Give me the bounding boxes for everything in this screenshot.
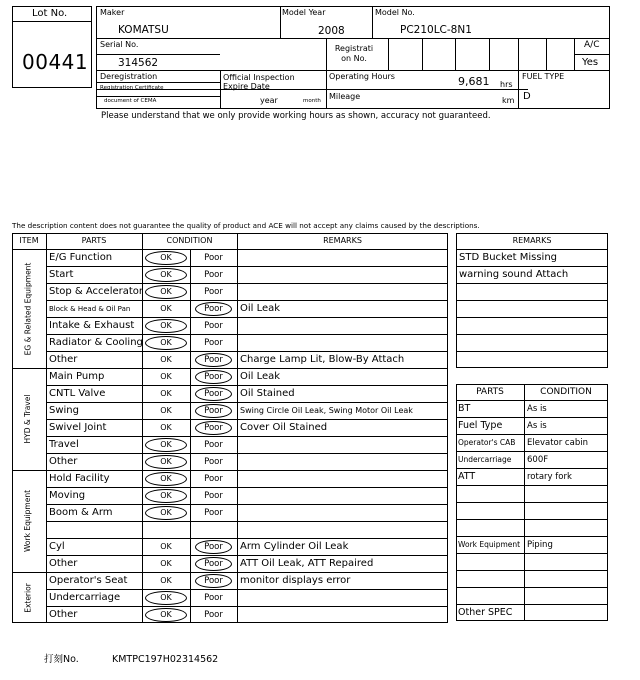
part-label: Cyl <box>49 541 65 552</box>
side-part-label: Operator's CAB <box>458 438 516 447</box>
header-parts: PARTS <box>81 236 107 245</box>
condition-ok: OK <box>160 440 172 449</box>
side-condition-header: CONDITION <box>540 387 592 397</box>
remark-text: Arm Cylinder Oil Leak <box>240 541 349 552</box>
remark-text: monitor displays error <box>240 575 351 586</box>
part-label: Intake & Exhaust <box>49 320 135 331</box>
condition-ok: OK <box>160 389 172 398</box>
ac-value: Yes <box>582 57 599 68</box>
document-cema-label: document of CEMA <box>104 98 157 104</box>
part-label: Other <box>49 609 78 620</box>
condition-poor: Poor <box>204 406 223 416</box>
part-label: Boom & Arm <box>49 507 113 518</box>
month-label: month <box>303 98 321 104</box>
condition-poor: Poor <box>204 253 223 263</box>
fuel-type-label: FUEL TYPE <box>522 72 565 81</box>
operating-hours-label: Operating Hours <box>329 72 395 81</box>
condition-ok: OK <box>160 304 172 313</box>
operating-hours-value: 9,681 <box>458 75 490 88</box>
remark-text: Oil Leak <box>240 303 281 314</box>
notice-hours: Please understand that we only provide working hours as shown, accuracy not guaranteed. <box>101 111 491 121</box>
side-part-label: Work Equipment <box>458 540 521 549</box>
hrs-unit: hrs <box>500 80 513 89</box>
condition-ok: OK <box>160 457 172 466</box>
condition-ok: OK <box>160 253 172 262</box>
part-label: Other <box>49 354 78 365</box>
condition-poor: Poor <box>204 559 223 569</box>
condition-ok: OK <box>160 423 172 432</box>
side-condition-value: 600F <box>527 455 549 465</box>
remark-text: Oil Stained <box>240 388 295 399</box>
condition-ok: OK <box>160 593 172 602</box>
lot-number: 00441 <box>22 50 89 74</box>
part-label: Radiator & Cooling <box>49 337 143 348</box>
maker-label: Maker <box>100 8 125 17</box>
condition-poor: Poor <box>204 474 223 484</box>
condition-poor: Poor <box>204 457 223 467</box>
condition-ok: OK <box>160 576 172 585</box>
remark-text: Swing Circle Oil Leak, Swing Motor Oil Leak <box>240 406 413 415</box>
side-part-label: ATT <box>458 471 476 482</box>
registration-label: Registrati on No. <box>334 44 374 63</box>
lot-label: Lot No. <box>32 8 68 19</box>
part-label: Swivel Joint <box>49 422 107 433</box>
side-part-label: BT <box>458 403 471 414</box>
part-label: Other <box>49 558 78 569</box>
header-condition: CONDITION <box>166 236 213 245</box>
remark-text: Cover Oil Stained <box>240 422 328 433</box>
model-no-value: PC210LC-8N1 <box>400 24 472 36</box>
inspection-label: Official Inspection Expire Date <box>223 73 295 91</box>
header-remarks: REMARKS <box>323 236 362 245</box>
condition-poor: Poor <box>204 321 223 331</box>
side-part-label: Other SPEC <box>458 607 513 618</box>
condition-ok: OK <box>160 270 172 279</box>
model-year-value: 2008 <box>318 25 345 37</box>
km-unit: km <box>502 96 515 105</box>
side-parts-header: PARTS <box>476 387 504 397</box>
part-label: Undercarriage <box>49 592 121 603</box>
footer-value: KMTPC197H02314562 <box>112 654 219 665</box>
condition-poor: Poor <box>204 423 223 433</box>
condition-poor: Poor <box>204 287 223 297</box>
mileage-label: Mileage <box>329 92 361 101</box>
remark-text: ATT Oil Leak, ATT Repaired <box>240 558 374 569</box>
ac-label: A/C <box>584 40 600 50</box>
part-label: Other <box>49 456 78 467</box>
condition-poor: Poor <box>204 491 223 501</box>
condition-ok: OK <box>160 559 172 568</box>
serial-label: Serial No. <box>100 40 139 49</box>
condition-ok: OK <box>160 474 172 483</box>
deregistration-label: Deregistration <box>100 72 158 81</box>
part-label: E/G Function <box>49 252 113 263</box>
group-label: EG & Related Equipment <box>23 262 32 355</box>
condition-poor: Poor <box>204 542 223 552</box>
condition-ok: OK <box>160 355 172 364</box>
condition-ok: OK <box>160 491 172 500</box>
footer-label: 打刻No. <box>44 654 79 665</box>
group-label: Exterior <box>23 582 32 613</box>
condition-poor: Poor <box>204 338 223 348</box>
remark-text: Oil Leak <box>240 371 281 382</box>
side-remark-item: warning sound Attach <box>459 269 569 280</box>
condition-poor: Poor <box>204 440 223 450</box>
part-label: Hold Facility <box>49 473 110 484</box>
header-item: ITEM <box>19 236 39 245</box>
condition-ok: OK <box>160 610 172 619</box>
condition-poor: Poor <box>204 593 223 603</box>
condition-poor: Poor <box>204 372 223 382</box>
side-part-label: Undercarriage <box>458 455 512 464</box>
condition-ok: OK <box>160 508 172 517</box>
notice-description: The description content does not guarantee the quality of product and ACE will not accept any claims caused by the descriptions. <box>12 221 480 230</box>
part-label: Swing <box>49 405 79 416</box>
year-label: year <box>260 96 278 105</box>
maker-value: KOMATSU <box>118 24 169 36</box>
side-condition-value: Piping <box>527 540 553 550</box>
condition-ok: OK <box>160 542 172 551</box>
side-condition-value: As is <box>527 404 547 414</box>
fuel-type-value: D <box>523 91 531 102</box>
part-label: Block & Head & Oil Pan <box>49 305 131 313</box>
condition-poor: Poor <box>204 576 223 586</box>
side-remarks-header: REMARKS <box>512 236 552 245</box>
condition-poor: Poor <box>204 610 223 620</box>
side-condition-value: As is <box>527 421 547 431</box>
condition-ok: OK <box>160 338 172 347</box>
serial-value: 314562 <box>118 57 159 69</box>
model-no-label: Model No. <box>375 8 415 17</box>
model-year-label: Model Year <box>282 8 326 17</box>
condition-ok: OK <box>160 372 172 381</box>
remark-text: Charge Lamp Lit, Blow-By Attach <box>240 354 405 365</box>
condition-ok: OK <box>160 287 172 296</box>
condition-poor: Poor <box>204 389 223 399</box>
part-label: Moving <box>49 490 86 501</box>
condition-poor: Poor <box>204 355 223 365</box>
condition-poor: Poor <box>204 270 223 280</box>
registration-certificate-label: Registration Certificate <box>100 85 164 91</box>
condition-ok: OK <box>160 321 172 330</box>
condition-poor: Poor <box>204 508 223 518</box>
side-part-label: Fuel Type <box>458 420 503 431</box>
part-label: Operator's Seat <box>49 575 128 586</box>
group-label: Work Equipment <box>23 489 32 553</box>
part-label: Stop & Accelerator <box>49 286 144 297</box>
part-label: Main Pump <box>49 371 105 382</box>
side-condition-value: rotary fork <box>527 472 572 482</box>
side-remark-item: STD Bucket Missing <box>459 252 558 263</box>
condition-poor: Poor <box>204 304 223 314</box>
part-label: Travel <box>49 439 79 450</box>
part-label: CNTL Valve <box>49 388 106 399</box>
condition-ok: OK <box>160 406 172 415</box>
group-label: HYD & Travel <box>23 394 32 444</box>
side-condition-value: Elevator cabin <box>527 438 588 448</box>
part-label: Start <box>49 269 74 280</box>
